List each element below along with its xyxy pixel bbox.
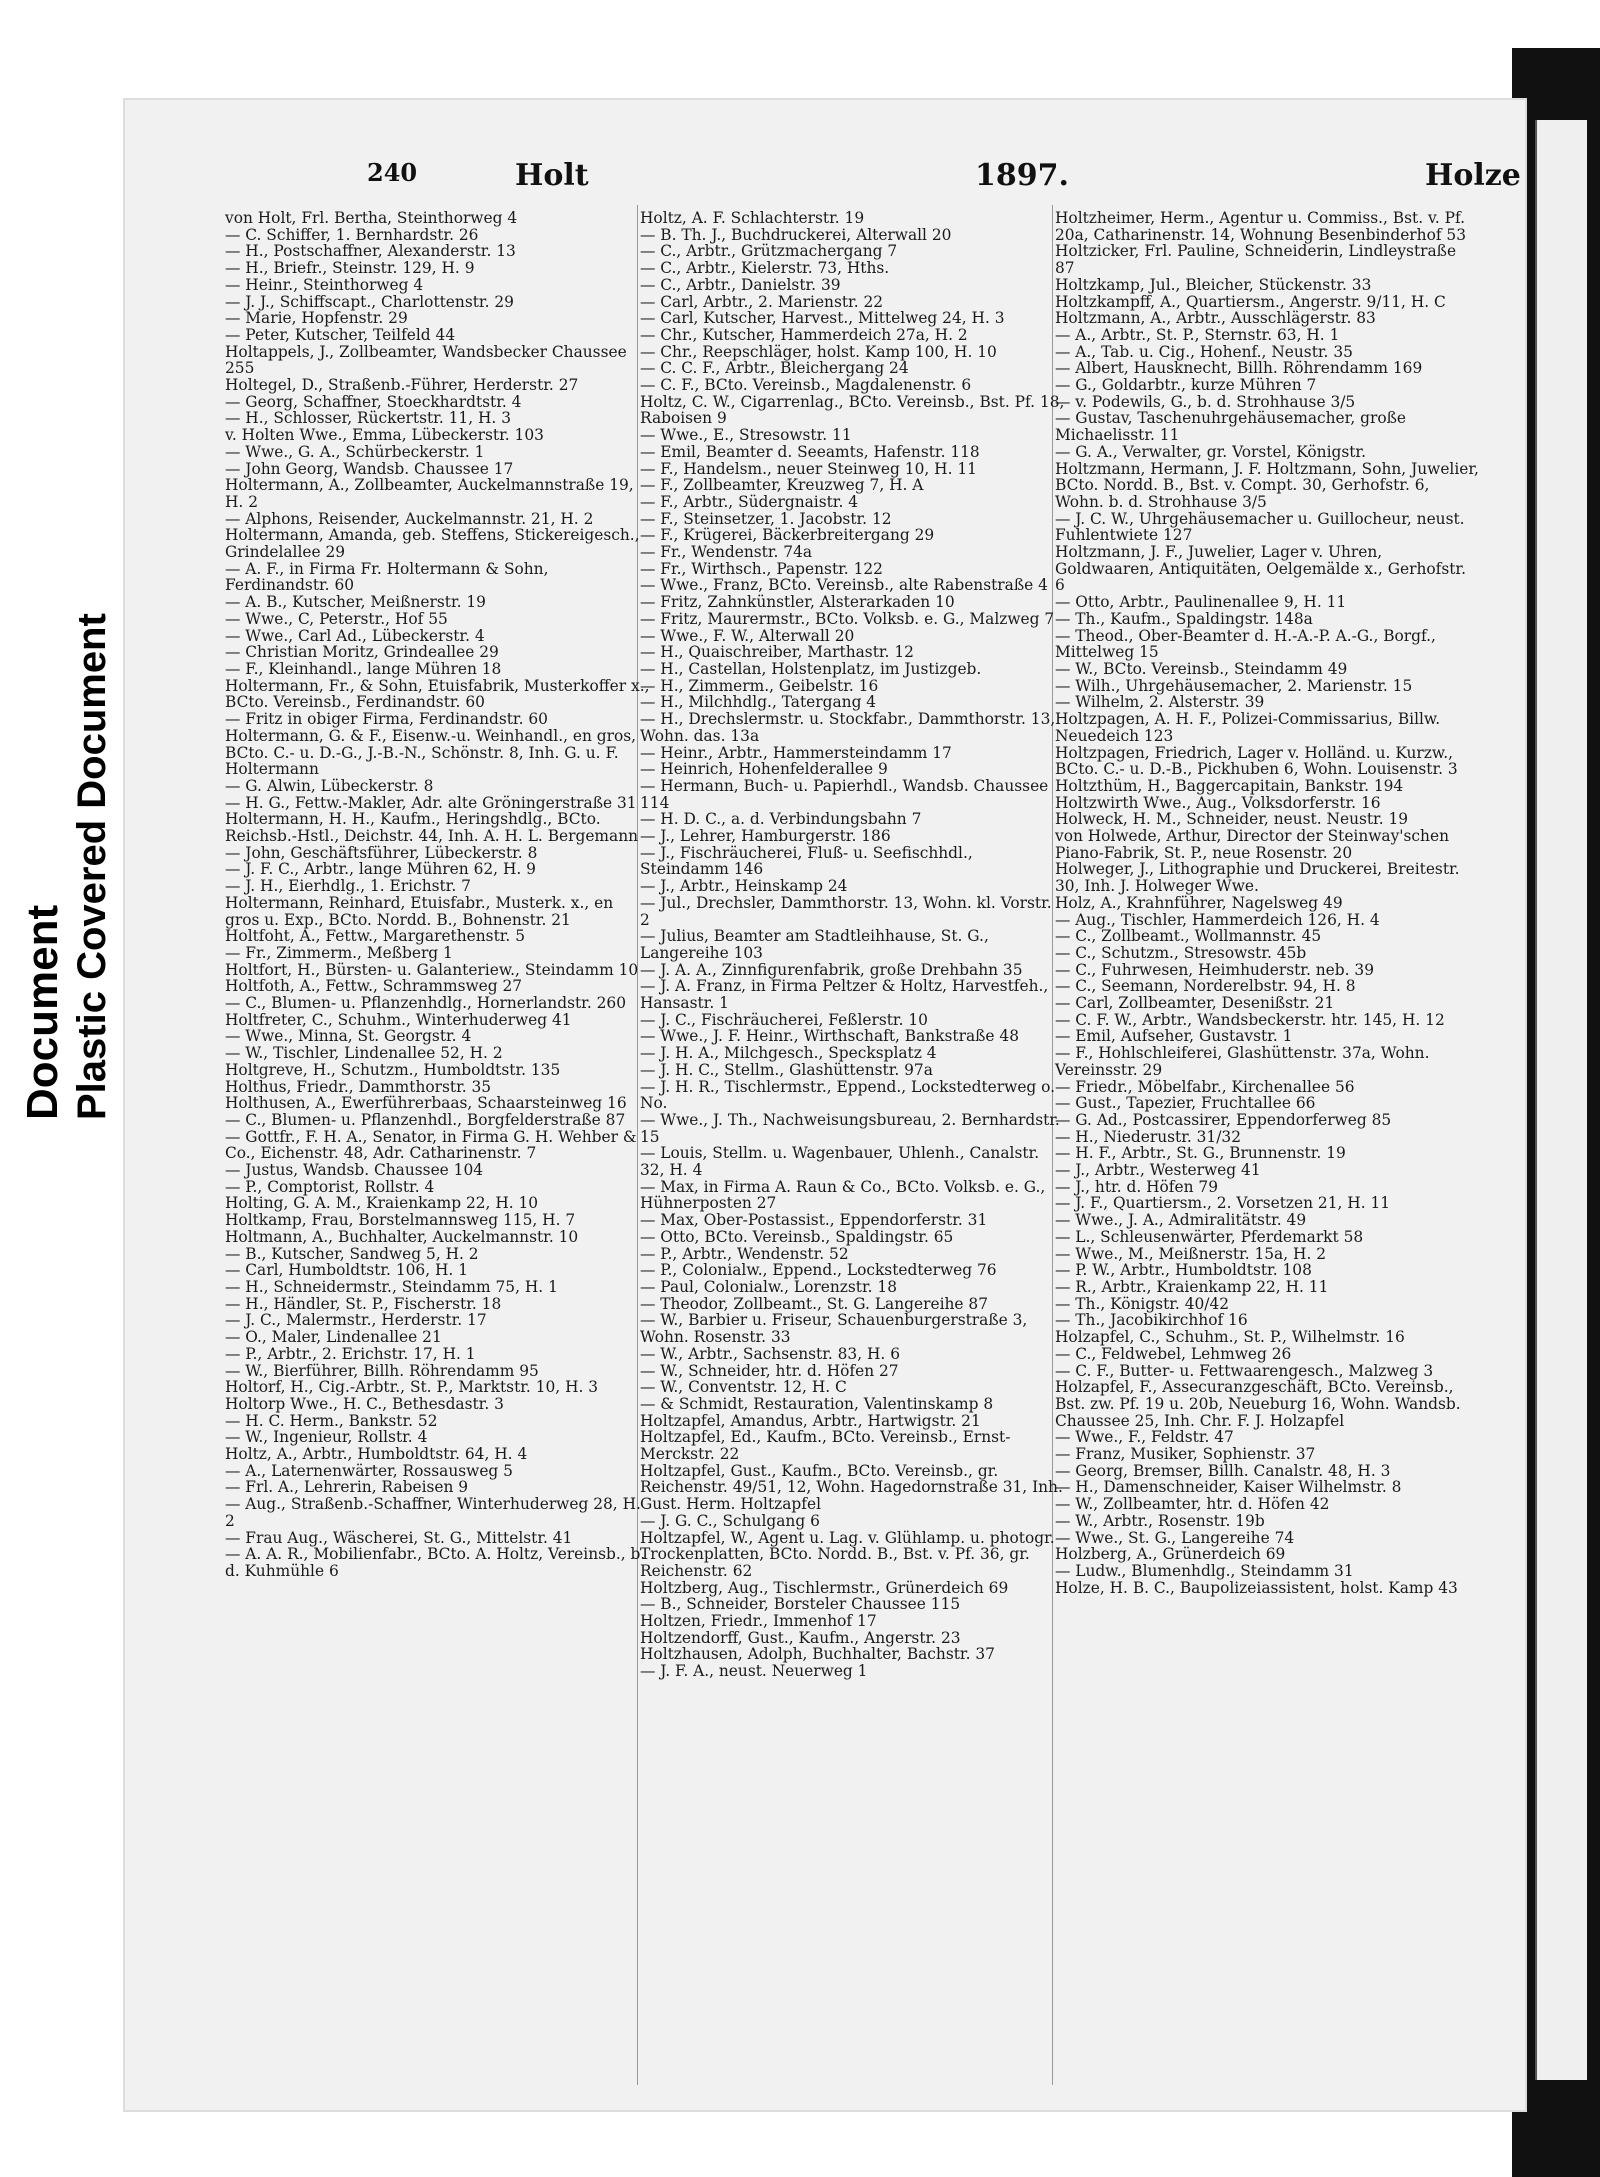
directory-entry: — F., Hohlschleiferei, Glashüttenstr. 37a, Wohn. Vereinsstr. 29: [1055, 1044, 1430, 1079]
directory-entry: — H., Briefr., Steinstr. 129, H. 9: [225, 259, 475, 278]
directory-entry: Holtzpagen, Friedrich, Lager v. Holländ. u. Kurzw., BCto. C.- u. D.-B., Pickhuben 6, Wohn. Louisenstr. 3: [1055, 743, 1458, 779]
directory-entry: — H., Schlosser, Rückertstr. 11, H. 3: [225, 409, 511, 428]
directory-entry: — J. H. R., Tischlermstr., Eppend., Lockstedterweg o. No.: [640, 1077, 1056, 1113]
directory-entry: — C., Seemann, Norderelbstr. 94, H. 8: [1055, 977, 1356, 996]
directory-entry: — J., Lehrer, Hamburgerstr. 186: [640, 827, 891, 846]
directory-entry: Holtzapfel, Ed., Kaufm., BCto. Vereinsb., Ernst-Merckstr. 22: [640, 1428, 1011, 1464]
directory-entry: — H., Damenschneider, Kaiser Wilhelmstr. 8: [1055, 1478, 1402, 1497]
directory-entry: Holtorf, H., Cig.-Arbtr., St. P., Marktstr. 10, H. 3: [225, 1378, 599, 1397]
directory-entry: — Wwe., Carl Ad., Lübeckerstr. 4: [225, 626, 485, 645]
directory-entry: — Wwe., C, Peterstr., Hof 55: [225, 609, 448, 628]
directory-entry: — Franz, Musiker, Sophienstr. 37: [1055, 1445, 1316, 1464]
directory-entry: — Heinr., Steinthorweg 4: [225, 275, 424, 294]
directory-entry: — Theod., Ober-Beamter d. H.-A.-P. A.-G., Borgf., Mittelweg 15: [1055, 626, 1436, 662]
directory-entry: — L., Schleusenwärter, Pferdemarkt 58: [1055, 1227, 1364, 1246]
directory-entry: — A. B., Kutscher, Meißnerstr. 19: [225, 593, 486, 612]
directory-entry: — H. D. C., a. d. Verbindungsbahn 7: [640, 810, 922, 829]
directory-entry: Holtz, C. W., Cigarrenlag., BCto. Vereinsb., Bst. Pf. 18, Raboisen 9: [640, 392, 1065, 428]
directory-entry: — Wwe., M., Meißnerstr. 15a, H. 2: [1055, 1244, 1327, 1263]
directory-entry: — A. F., in Firma Fr. Holtermann & Sohn, Ferdinandstr. 60: [225, 559, 549, 595]
directory-entry: — J. H. C., Stellm., Glashüttenstr. 97a: [640, 1060, 933, 1079]
next-page-edge: [1535, 120, 1587, 2080]
directory-entry: — W., BCto. Vereinsb., Steindamm 49: [1055, 659, 1348, 678]
directory-entry: — Wwe., E., Stresowstr. 11: [640, 426, 852, 445]
directory-entry: — G. Alwin, Lübeckerstr. 8: [225, 776, 434, 795]
directory-entry: Holtzthüm, H., Baggercapitain, Bankstr. 194: [1055, 776, 1404, 795]
directory-entry: — C. C. F., Arbtr., Bleichergang 24: [640, 359, 909, 378]
directory-entry: — Marie, Hopfenstr. 29: [225, 309, 408, 328]
directory-entry: — Carl, Humboldtstr. 106, H. 1: [225, 1261, 468, 1280]
directory-entry: von Holt, Frl. Bertha, Steinthorweg 4: [225, 209, 518, 227]
directory-entry: — Th., Königstr. 40/42: [1055, 1294, 1230, 1313]
directory-entry: — Fr., Wendenstr. 74a: [640, 543, 813, 562]
directory-entry: — C., Fuhrwesen, Heimhuderstr. neb. 39: [1055, 960, 1374, 979]
directory-entry: — C., Zollbeamt., Wollmannstr. 45: [1055, 927, 1322, 946]
directory-entry: Holtkamp, Frau, Borstelmannsweg 115, H. 7: [225, 1211, 576, 1230]
directory-entry: Holtfoth, A., Fettw., Schrammsweg 27: [225, 977, 523, 996]
directory-entry: Holtzwirth Wwe., Aug., Volksdorferstr. 16: [1055, 793, 1381, 812]
header-year: 1897.: [975, 158, 1069, 193]
directory-entry: von Holwede, Arthur, Director der Steinway'schen Piano-Fabrik, St. P., neue Rosenstr. 20: [1055, 827, 1449, 862]
directory-entry: — Carl, Arbtr., 2. Marienstr. 22: [640, 292, 884, 311]
directory-entry: — A. A. R., Mobilienfabr., BCto. A. Holtz, Vereinsb., b. d. Kuhmühle 6: [225, 1545, 646, 1580]
directory-entry: — Theodor, Zollbeamt., St. G. Langereihe 87: [640, 1294, 988, 1313]
directory-entry: — Carl, Zollbeamter, Desenißstr. 21: [1055, 994, 1335, 1013]
directory-entry: — Otto, Arbtr., Paulinenallee 9, H. 11: [1055, 593, 1347, 612]
directory-entry: — H. C. Herm., Bankstr. 52: [225, 1411, 438, 1430]
directory-entry: — Th., Kaufm., Spaldingstr. 148a: [1055, 609, 1313, 628]
directory-entry: v. Holten Wwe., Emma, Lübeckerstr. 103: [225, 426, 544, 445]
directory-entry: — J., Fischräucherei, Fluß- u. Seefischhdl., Steindamm 146: [640, 843, 973, 879]
directory-entry: — John Georg, Wandsb. Chaussee 17: [225, 459, 514, 478]
directory-entry: Holzberg, A., Grünerdeich 69: [1055, 1545, 1286, 1564]
directory-entry: Holtorp Wwe., H. C., Bethesdastr. 3: [225, 1394, 504, 1413]
directory-entry: Holtzmann, Hermann, J. F. Holtzmann, Sohn, Juwelier, BCto. Nordd. B., Bst. v. Compt. 30, Gerhofstr. 6, Wohn. b. d. Strohhause 3/5: [1055, 459, 1479, 511]
directory-entry: — P., Arbtr., 2. Erichstr. 17, H. 1: [225, 1344, 476, 1363]
directory-entry: — Wwe., Franz, BCto. Vereinsb., alte Rabenstraße 4: [640, 576, 1048, 595]
directory-entry: — Alphons, Reisender, Auckelmannstr. 21, H. 2: [225, 509, 594, 528]
directory-entry: Holzapfel, F., Assecuranzgeschäft, BCto. Vereinsb., Bst. zw. Pf. 19 u. 20b, Neueburg 16, Wohn. Wandsb. Chaussee 25, Inh. Chr. F. J. Holzapfel: [1055, 1378, 1461, 1430]
directory-entry: — Peter, Kutscher, Teilfeld 44: [225, 325, 456, 344]
directory-entry: — G. Ad., Postcassirer, Eppendorferweg 85: [1055, 1110, 1392, 1129]
directory-entry: Holtermann, H. H., Kaufm., Heringshdlg., BCto. Reichsb.-Hstl., Deichstr. 44, Inh. A. H. L. Bergemann: [225, 810, 639, 846]
directory-entry: Holtzmann, A., Arbtr., Ausschlägerstr. 83: [1055, 309, 1376, 328]
directory-entry: — Paul, Colonialw., Lorenzstr. 18: [640, 1278, 898, 1296]
directory-entry: — Louis, Stellm. u. Wagenbauer, Uhlenh., Canalstr. 32, H. 4: [640, 1144, 1040, 1180]
directory-entry: — C. F. W., Arbtr., Wandsbeckerstr. htr. 145, H. 12: [1055, 1010, 1445, 1029]
directory-entry: — F., Krügerei, Bäckerbreitergang 29: [640, 526, 935, 545]
directory-entry: — W., Arbtr., Rosenstr. 19b: [1055, 1511, 1265, 1530]
directory-entry: — C. F., Butter- u. Fettwaarengesch., Malzweg 3: [1055, 1361, 1434, 1380]
directory-entry: — O., Maler, Lindenallee 21: [225, 1328, 442, 1347]
directory-entry: — H. F., Arbtr., St. G., Brunnenstr. 19: [1055, 1144, 1346, 1163]
directory-entry: — Fritz in obiger Firma, Ferdinandstr. 60: [225, 710, 548, 729]
directory-entry: — Max, Ober-Postassist., Eppendorferstr. 31: [640, 1211, 988, 1230]
directory-entry: Holtzicker, Frl. Pauline, Schneiderin, Lindleystraße 87: [1055, 242, 1457, 278]
directory-entry: — Julius, Beamter am Stadtleihhause, St. G., Langereihe 103: [640, 927, 989, 962]
directory-entry: — H. G., Fettw.-Makler, Adr. alte Gröningerstraße 31: [225, 793, 637, 812]
directory-entry: — W., Conventstr. 12, H. C: [640, 1378, 847, 1397]
directory-entry: — W., Schneider, htr. d. Höfen 27: [640, 1361, 899, 1380]
directory-entry: — W., Arbtr., Sachsenstr. 83, H. 6: [640, 1344, 901, 1363]
directory-entry: — A., Tab. u. Cig., Hohenf., Neustr. 35: [1055, 342, 1353, 361]
directory-entry: — Wwe., J. F. Heinr., Wirthschaft, Bankstraße 48: [640, 1027, 1019, 1046]
directory-entry: — Wwe., F. W., Alterwall 20: [640, 626, 855, 645]
directory-entry: Holz, A., Krahnführer, Nagelsweg 49: [1055, 893, 1343, 912]
directory-entry: — C., Blumen- u. Pflanzenhdlg., Hornerlandstr. 260: [225, 994, 626, 1013]
page-header: [245, 158, 1521, 198]
directory-entry: Holtermann, A., Zollbeamter, Auckelmannstraße 19, H. 2: [225, 476, 634, 511]
directory-entry: — v. Podewils, G., b. d. Strohhause 3/5: [1055, 392, 1356, 411]
directory-entry: Holweger, J., Lithographie und Druckerei, Breitestr. 30, Inh. J. Holweger Wwe.: [1055, 860, 1460, 896]
directory-entry: — Th., Jacobikirchhof 16: [1055, 1311, 1248, 1330]
directory-entry: Holtermann, G. & F., Eisenw.-u. Weinhandl., en gros, BCto. C.- u. D.-G., J.-B.-N., Schönstr. 8, Inh. G. u. F. Holtermann: [225, 726, 637, 779]
directory-entry: — C., Arbtr., Grützmachergang 7: [640, 242, 898, 261]
directory-entry: — J., Arbtr., Westerweg 41: [1055, 1161, 1261, 1180]
directory-entry: — John, Geschäftsführer, Lübeckerstr. 8: [225, 843, 538, 862]
directory-entry: Holze, H. B. C., Baupolizeiassistent, holst. Kamp 43: [1055, 1578, 1458, 1597]
directory-entry: — C. F., BCto. Vereinsb., Magdalenenstr. 6: [640, 376, 972, 395]
directory-page: [125, 100, 1525, 2110]
directory-entry: Holtzapfel, Gust., Kaufm., BCto. Vereinsb., gr. Reichenstr. 49/51, 12, Wohn. Hagedornstraße 31, Inh. Gust. Herm. Holtzapfel: [640, 1461, 1063, 1514]
directory-entry: — Hermann, Buch- u. Papierhdl., Wandsb. Chaussee 114: [640, 776, 1049, 812]
header-left-word: Holt: [515, 158, 589, 193]
directory-entry: — J. G. C., Schulgang 6: [640, 1511, 820, 1530]
directory-entry: — Friedr., Möbelfabr., Kirchenallee 56: [1055, 1077, 1355, 1096]
column-right: [1055, 210, 1480, 1596]
column-left: [225, 210, 650, 1580]
directory-entry: Holtzapfel, Amandus, Arbtr., Hartwigstr. 21: [640, 1411, 981, 1430]
directory-entry: — Wwe., St. G., Langereihe 74: [1055, 1528, 1295, 1547]
directory-entry: — Wwe., Minna, St. Georgstr. 4: [225, 1027, 472, 1046]
directory-entry: — P., Arbtr., Wendenstr. 52: [640, 1244, 849, 1263]
directory-entry: Holtmann, A., Buchhalter, Auckelmannstr. 10: [225, 1227, 579, 1246]
directory-entry: Holtgreve, H., Schutzm., Humboldtstr. 135: [225, 1060, 561, 1079]
directory-entry: — Heinr., Arbtr., Hammersteindamm 17: [640, 743, 952, 762]
directory-entry: Holtermann, Amanda, geb. Steffens, Stickereigesch., Grindelallee 29: [225, 526, 640, 562]
directory-entry: — Emil, Aufseher, Gustavstr. 1: [1055, 1027, 1293, 1046]
directory-entry: Holtzpagen, A. H. F., Polizei-Commissarius, Billw. Neuedeich 123: [1055, 710, 1441, 745]
directory-entry: — C., Schutzm., Stresowstr. 45b: [1055, 943, 1307, 962]
directory-entry: — Justus, Wandsb. Chaussee 104: [225, 1161, 484, 1180]
directory-entry: Holtzberg, Aug., Tischlermstr., Grünerdeich 69: [640, 1578, 1009, 1597]
directory-entry: — J., Arbtr., Heinskamp 24: [640, 877, 848, 896]
directory-entry: — J. A. Franz, in Firma Peltzer & Holtz, Harvestfeh., Hansastr. 1: [640, 977, 1049, 1013]
directory-entry: — Chr., Reepschläger, holst. Kamp 100, H. 10: [640, 342, 997, 361]
directory-entry: — Aug., Straßenb.-Schaffner, Winterhuderweg 28, H. 2: [225, 1495, 641, 1530]
directory-entry: — B. Th. J., Buchdruckerei, Alterwall 20: [640, 225, 952, 244]
directory-entry: — J. F. A., neust. Neuerweg 1: [640, 1662, 868, 1681]
directory-entry: — P., Comptorist, Rollstr. 4: [225, 1177, 435, 1196]
directory-entry: — Chr., Kutscher, Hammerdeich 27a, H. 2: [640, 325, 968, 344]
directory-entry: — Frl. A., Lehrerin, Rabeisen 9: [225, 1478, 469, 1497]
side-label-line2: Plastic Covered Document: [70, 613, 114, 1120]
directory-entry: — Wwe., F., Feldstr. 47: [1055, 1428, 1234, 1447]
directory-entry: — H., Quaischreiber, Marthastr. 12: [640, 643, 914, 662]
directory-entry: — Fr., Zimmerm., Meßberg 1: [225, 943, 453, 962]
directory-entry: Holtzkamp, Jul., Bleicher, Stückenstr. 33: [1055, 275, 1372, 294]
directory-entry: — G., Goldarbtr., kurze Mühren 7: [1055, 376, 1317, 395]
directory-entry: Holtfreter, C., Schuhm., Winterhuderweg 41: [225, 1010, 572, 1029]
directory-entry: Holtz, A. F. Schlachterstr. 19: [640, 209, 865, 227]
directory-entry: — Albert, Hausknecht, Billh. Röhrendamm 169: [1055, 359, 1423, 378]
directory-entry: — Wwe., J. A., Admiralitätstr. 49: [1055, 1211, 1307, 1230]
directory-entry: Holtzhausen, Adolph, Buchhalter, Bachstr. 37: [640, 1645, 995, 1664]
directory-entry: — J. F. C., Arbtr., lange Mühren 62, H. 9: [225, 860, 536, 879]
directory-entry: Holtfort, H., Bürsten- u. Galanteriew., Steindamm 10: [225, 960, 639, 979]
directory-entry: — A., Laternenwärter, Rossausweg 5: [225, 1461, 513, 1480]
directory-entry: Holtegel, D., Straßenb.-Führer, Herderstr. 27: [225, 376, 579, 395]
directory-entry: — Gust., Tapezier, Fruchtallee 66: [1055, 1094, 1316, 1113]
directory-entry: — Georg, Bremser, Billh. Canalstr. 48, H. 3: [1055, 1461, 1391, 1480]
directory-entry: — Aug., Tischler, Hammerdeich 126, H. 4: [1055, 910, 1380, 929]
directory-entry: — Wilh., Uhrgehäusemacher, 2. Marienstr. 15: [1055, 676, 1413, 695]
directory-entry: — J. J., Schiffscapt., Charlottenstr. 29: [225, 292, 514, 311]
directory-entry: Holtzmann, J. F., Juwelier, Lager v. Uhren, Goldwaaren, Antiquitäten, Oelgemälde x., Gerhofstr. 6: [1055, 543, 1466, 595]
directory-entry: Holtzendorff, Gust., Kaufm., Angerstr. 23: [640, 1628, 961, 1647]
directory-entry: Holtzheimer, Herm., Agentur u. Commiss., Bst. v. Pf. 20a, Catharinenstr. 14, Wohnung Besenbinderhof 53: [1055, 209, 1467, 244]
directory-entry: — J. F., Quartiersm., 2. Vorsetzen 21, H. 11: [1055, 1194, 1391, 1213]
directory-entry: — J. C., Fischräucherei, Feßlerstr. 10: [640, 1010, 928, 1029]
directory-entry: — B., Kutscher, Sandweg 5, H. 2: [225, 1244, 479, 1263]
directory-entry: — Wwe., J. Th., Nachweisungsbureau, 2. Bernhardstr. 15: [640, 1110, 1060, 1146]
directory-entry: — A., Arbtr., St. P., Sternstr. 63, H. 1: [1055, 325, 1340, 344]
directory-entry: Holzapfel, C., Schuhm., St. P., Wilhelmstr. 16: [1055, 1328, 1405, 1347]
directory-entry: — W., Bierführer, Billh. Röhrendamm 95: [225, 1361, 539, 1380]
directory-entry: — Max, in Firma A. Raun & Co., BCto. Volksb. e. G., Hühnerposten 27: [640, 1177, 1046, 1213]
directory-entry: — C., Arbtr., Danielstr. 39: [640, 275, 841, 294]
header-right-word: Holze: [1425, 158, 1521, 193]
directory-entry: Holting, G. A. M., Kraienkamp 22, H. 10: [225, 1194, 539, 1213]
directory-entry: — Carl, Kutscher, Harvest., Mittelweg 24, H. 3: [640, 309, 1005, 328]
directory-entry: — Jul., Drechsler, Dammthorstr. 13, Wohn. kl. Vorstr. 2: [640, 893, 1052, 929]
directory-entry: — Gustav, Taschenuhrgehäusemacher, große Michaelisstr. 11: [1055, 409, 1406, 445]
directory-entry: — J. H., Eierhdlg., 1. Erichstr. 7: [225, 877, 471, 896]
directory-entry: — C. Schiffer, 1. Bernhardstr. 26: [225, 225, 479, 244]
directory-entry: — H., Schneidermstr., Steindamm 75, H. 1: [225, 1278, 558, 1296]
directory-entry: — H., Niederustr. 31/32: [1055, 1127, 1241, 1146]
directory-entry: — J. C. W., Uhrgehäusemacher u. Guillocheur, neust. Fuhlentwiete 127: [1055, 509, 1465, 545]
directory-entry: — Emil, Beamter d. Seeamts, Hafenstr. 118: [640, 442, 980, 461]
directory-entry: — W., Barbier u. Friseur, Schauenburgerstraße 3, Wohn. Rosenstr. 33: [640, 1311, 1028, 1347]
column-middle: [640, 210, 1065, 1680]
directory-entry: — Georg, Schaffner, Stoeckhardtstr. 4: [225, 392, 522, 411]
directory-entry: — P., Colonialw., Eppend., Lockstedterweg 76: [640, 1261, 997, 1280]
directory-entry: — H., Händler, St. P., Fischerstr. 18: [225, 1294, 502, 1313]
directory-entry: Holtzen, Friedr., Immenhof 17: [640, 1612, 877, 1631]
directory-entry: Holtappels, J., Zollbeamter, Wandsbecker Chaussee 255: [225, 342, 627, 378]
directory-entry: Holthusen, A., Ewerführerbaas, Schaarsteinweg 16: [225, 1094, 627, 1113]
directory-entry: Holtermann, Fr., & Sohn, Etuisfabrik, Musterkoffer x., BCto. Vereinsb., Ferdinandstr. 60: [225, 676, 650, 712]
directory-entry: — H., Milchhdlg., Tatergang 4: [640, 693, 877, 712]
directory-entry: — J. A. A., Zinnfigurenfabrik, große Drehbahn 35: [640, 960, 1023, 979]
directory-entry: — J., htr. d. Höfen 79: [1055, 1177, 1218, 1196]
directory-entry: — Otto, BCto. Vereinsb., Spaldingstr. 65: [640, 1227, 954, 1246]
directory-entry: — C., Feldwebel, Lehmweg 26: [1055, 1344, 1292, 1363]
directory-entry: Holtfoht, A., Fettw., Margarethenstr. 5: [225, 927, 525, 946]
directory-entry: — F., Steinsetzer, 1. Jacobstr. 12: [640, 509, 892, 528]
directory-entry: — H., Zimmerm., Geibelstr. 16: [640, 676, 879, 695]
directory-entry: — Fritz, Maurermstr., BCto. Volksb. e. G., Malzweg 7: [640, 609, 1055, 628]
page-number: 240: [367, 158, 418, 187]
directory-entry: Holtz, A., Arbtr., Humboldtstr. 64, H. 4: [225, 1445, 528, 1464]
directory-entry: — Wwe., G. A., Schürbeckerstr. 1: [225, 442, 485, 461]
directory-entry: — R., Arbtr., Kraienkamp 22, H. 11: [1055, 1278, 1329, 1296]
directory-entry: — G. A., Verwalter, gr. Vorstel, Königstr.: [1055, 442, 1366, 461]
directory-entry: — H., Castellan, Holstenplatz, im Justizgeb.: [640, 659, 982, 678]
directory-entry: — Gottfr., F. H. A., Senator, in Firma G. H. Wehber & Co., Eichenstr. 48, Adr. Catharinenstr. 7: [225, 1127, 637, 1163]
directory-entry: — F., Kleinhandl., lange Mühren 18: [225, 659, 502, 678]
directory-entry: — H., Drechslermstr. u. Stockfabr., Dammthorstr. 13, Wohn. das. 13a: [640, 710, 1056, 745]
directory-entry: — Christian Moritz, Grindeallee 29: [225, 643, 499, 662]
directory-entry: — W., Zollbeamter, htr. d. Höfen 42: [1055, 1495, 1330, 1514]
directory-entry: Holweck, H. M., Schneider, neust. Neustr. 19: [1055, 810, 1409, 829]
directory-entry: — P. W., Arbtr., Humboldtstr. 108: [1055, 1261, 1312, 1280]
directory-entry: — F., Handelsm., neuer Steinweg 10, H. 11: [640, 459, 977, 478]
directory-entry: — Ludw., Blumenhdlg., Steindamm 31: [1055, 1561, 1354, 1580]
directory-entry: — H., Postschaffner, Alexanderstr. 13: [225, 242, 516, 261]
directory-entry: — W., Tischler, Lindenallee 52, H. 2: [225, 1044, 503, 1063]
directory-entry: — J. H. A., Milchgesch., Specksplatz 4: [640, 1044, 937, 1063]
directory-entry: — B., Schneider, Borsteler Chaussee 115: [640, 1595, 961, 1614]
side-label: [18, 613, 115, 1120]
directory-entry: — Frau Aug., Wäscherei, St. G., Mittelstr. 41: [225, 1528, 573, 1547]
directory-entry: — Heinrich, Hohenfelderallee 9: [640, 760, 888, 779]
directory-entry: — C., Blumen- u. Pflanzenhdl., Borgfelderstraße 87: [225, 1110, 626, 1129]
directory-entry: — C., Arbtr., Kielerstr. 73, Hths.: [640, 259, 890, 278]
directory-entry: — J. C., Malermstr., Herderstr. 17: [225, 1311, 487, 1330]
directory-entry: — Fritz, Zahnkünstler, Alsterarkaden 10: [640, 593, 955, 612]
directory-entry: — Wilhelm, 2. Alsterstr. 39: [1055, 693, 1265, 712]
directory-entry: — F., Zollbeamter, Kreuzweg 7, H. A: [640, 476, 924, 495]
directory-entry: — F., Arbtr., Südergnaistr. 4: [640, 492, 859, 511]
directory-entry: Holtzapfel, W., Agent u. Lag. v. Glühlamp. u. photogr. Trockenplatten, BCto. Nordd. B., Bst. v. Pf. 36, gr. Reichenstr. 62: [640, 1528, 1055, 1580]
directory-entry: Holthus, Friedr., Dammthorstr. 35: [225, 1077, 492, 1096]
directory-entry: Holtermann, Reinhard, Etuisfabr., Musterk. x., en gros u. Exp., BCto. Nordd. B., Bohnenstr. 21: [225, 893, 614, 929]
directory-entry: — Fr., Wirthsch., Papenstr. 122: [640, 559, 883, 578]
directory-entry: Holtzkampff, A., Quartiersm., Angerstr. 9/11, H. C: [1055, 292, 1446, 311]
side-label-line1: Document: [18, 904, 67, 1120]
directory-entry: — W., Ingenieur, Rollstr. 4: [225, 1428, 428, 1447]
directory-entry: — & Schmidt, Restauration, Valentinskamp 8: [640, 1394, 994, 1413]
